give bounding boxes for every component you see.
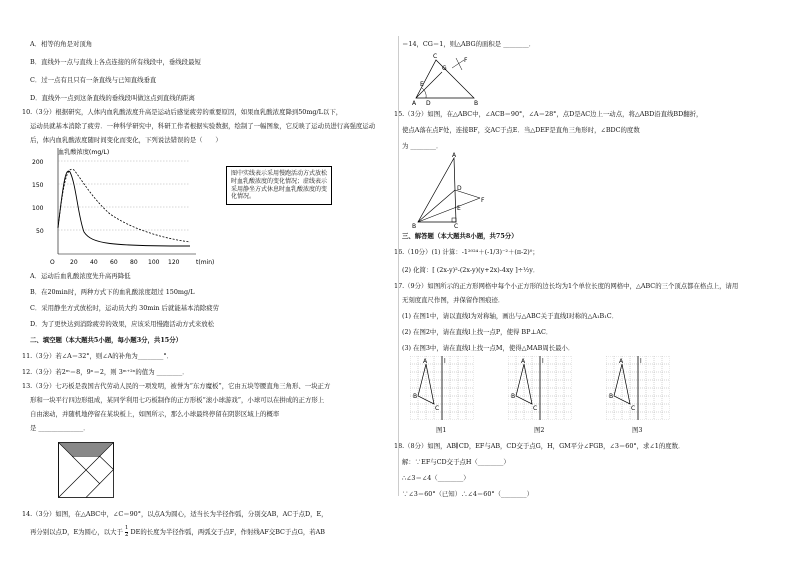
- q14-label-d: D: [426, 100, 431, 106]
- q18-step2: ∴∠3＝∠4（________）: [402, 474, 470, 482]
- q10-option-d: D．为了更快达到消除疲劳的效果，应该采用慢跑活动方式来放松: [30, 320, 215, 328]
- q15-label-f: F: [481, 197, 485, 204]
- grid-label: l: [542, 358, 544, 365]
- q10-line1: 10.（3分）根据研究，人体内血乳酸浓度升高是运动后感觉疲劳的重要原因，如果血乳酸浓度降到50mg/L以下，: [22, 108, 343, 116]
- q10-solid-curve: [58, 171, 190, 246]
- q10-option-b: B．在20min时，两种方式下的血乳酸浓度超过 150mg/L: [30, 288, 195, 296]
- q14-label-e: E: [420, 81, 424, 88]
- q10-ytick-100: 100: [32, 205, 44, 212]
- q16-line1: 16.（10分）(1) 计算：-1²⁰²⁴＋(-1/3)⁻²＋(π-2)⁰；: [394, 248, 539, 256]
- q14-line2b: DE的长度为半径作弧，两弧交于点F，作射线AF交BC于点G，若AB: [130, 528, 325, 537]
- q14-label-b: B: [474, 100, 479, 106]
- q10-xtick-60: 60: [110, 259, 118, 266]
- q10-gridlines: [58, 161, 190, 230]
- q10-ytick-50: 50: [36, 228, 44, 235]
- q14-line1: 14.（3分）如图，在△ABC中，∠C＝90°，以点A为圆心，适当长为半径作弧，分别交AB，AC于点D，E，: [22, 510, 328, 518]
- grid-label: C: [533, 405, 538, 412]
- q15-line1: 15.（3分）如图，在△ABC中，∠ACB＝90°，∠A＝28°，点D是AC边上一动点，将△ABD沿直线BD翻折，: [394, 110, 703, 118]
- grid-label: A: [619, 358, 624, 365]
- q12: 12.（3分）若2ᵐ＝8，9ⁿ＝2，则 3ᵐ⁺²ⁿ的值为 ________．: [22, 368, 189, 376]
- q15-label-a: A: [452, 152, 457, 159]
- q14-frac-den: 2: [124, 531, 129, 538]
- q13-line3: 自由滚动，并随机地停留在某块板上，如图所示，那么小球最终停留在阴影区域上的概率: [30, 410, 280, 418]
- q17-part3: (3) 在图3中，请在直线l上找一点M，使得△MAB周长最小．: [402, 344, 575, 352]
- q18-line1: 18.（8分）如图，AB∥CD，EF与AB，CD交于点G，H，GM平分∠FGB，∠3＝60°，求∠1的度数．: [394, 442, 685, 450]
- grid-label: B: [609, 393, 614, 400]
- q13-line4: 是 ______________．: [30, 424, 90, 432]
- q10-xtick-80: 80: [130, 259, 138, 266]
- grid-label: A: [423, 358, 428, 365]
- q17-line1: 17.（9分）如图所示的正方形网格中每个小正方形的边长均为1个单位长度的网格中，△ABC的三个顶点都在格点上，请用: [394, 282, 739, 290]
- section3-heading: 三、解答题（本大题共8小题，共75分）: [402, 232, 518, 240]
- grid-label: A: [521, 358, 526, 365]
- q17-grid-3: [606, 356, 670, 420]
- grid-label: C: [631, 405, 636, 412]
- q10-xtick-120: 120: [168, 259, 180, 266]
- q10-ytick-200: 200: [32, 159, 44, 166]
- q10-note-box: 图中实线表示采用慢跑活动方式放松时血乳酸浓度的变化情况；虚线表示采用静坐方式休息时血乳酸浓度的变化情况。: [226, 166, 332, 205]
- grid-label: B: [511, 393, 516, 400]
- q14-label-f: F: [464, 57, 468, 64]
- q10-xtick-100: 100: [148, 259, 160, 266]
- q9-option-c: C．过一点有且只有一条直线与已知直线垂直: [30, 76, 157, 84]
- q17-figure-2: [508, 356, 572, 422]
- q10-option-a: A．运动后血乳酸浓度先升高再降低: [30, 272, 131, 280]
- q16-line2: (2) 化简：[ (2x-y)²-(2x-y)(y+2x)-4xy ]÷½y．: [402, 266, 540, 274]
- q17-figure-3: [606, 356, 670, 422]
- q14-line2a: 再分别以点D，E为圆心，以大于: [30, 528, 123, 537]
- q10-xtick-40: 40: [90, 259, 98, 266]
- column-divider: [398, 36, 399, 496]
- q9-option-a: A．相等的角是对顶角: [30, 40, 93, 48]
- q18-step3: ∵∠3＝60°（已知）∴∠4＝60°（________）: [402, 490, 533, 498]
- q10-ytick-150: 150: [32, 182, 44, 189]
- q17-grid-2: [508, 356, 572, 420]
- q14-line2: [30, 526, 325, 538]
- q14-arc-mark: [452, 60, 464, 68]
- q15-figure: [410, 152, 490, 228]
- q11: 11.（3分）若∠A＝32°，则∠A的补角为________°．: [22, 352, 173, 360]
- q17-caption-1: 图1: [436, 426, 447, 434]
- q14-label-a: A: [412, 100, 417, 106]
- q10-chart: [30, 146, 230, 270]
- grid-label: C: [435, 405, 440, 412]
- q14-arc-mark: [456, 58, 462, 70]
- q13-line1: 13.（3分）七巧板是我国古代劳动人民的一项发明，被誉为“东方魔板”，它由五块等腰直角三角形、一块正方: [22, 382, 331, 390]
- q17-grid-1: [410, 356, 474, 420]
- q10-line2: 运动员就基本消除了疲劳．一种科学研究中，科研工作者根据实验数据，绘制了一幅图象，它反映了运动员进行高强度运动: [30, 122, 376, 130]
- q17-part1: (1) 在图1中，请以直线l为对称轴，画出与△ABC关于直线l对称的△A₁B₁C．: [402, 312, 619, 320]
- q9-option-d: D．直线外一点到这条直线的垂线段叫做这点到直线的距离: [30, 94, 195, 102]
- q17-caption-3: 图3: [632, 426, 643, 434]
- q14-figure: [412, 50, 492, 106]
- q10-xtick-20: 20: [70, 259, 78, 266]
- q9-option-b: B．直线外一点与直线上各点连接的所有线段中，垂线段最短: [30, 58, 201, 66]
- q15-line3: 为 ________．: [402, 142, 443, 150]
- q17-figure-1: [410, 356, 474, 422]
- q17-part2: (2) 在图2中，请在直线l上找一点P，使得 BP⊥AC．: [402, 328, 553, 336]
- q14-fraction: [125, 526, 129, 538]
- q18-solution: 解：∵EF与CD交于点H（________）: [402, 458, 510, 466]
- q10-chart-title: 血乳酸浓度(mg/L): [58, 149, 110, 156]
- q13-tangram-figure: [58, 442, 114, 498]
- q14-frac-num: 1: [124, 525, 129, 531]
- section2-heading: 二、填空题（本大题共5小题，每小题3分，共15分）: [30, 336, 182, 344]
- q14-label-g: G: [442, 65, 447, 72]
- q17-line2: 无刻度直尺作图，并保留作图痕迹．: [402, 296, 505, 304]
- q14-label-c: C: [433, 53, 438, 60]
- q15-label-b: B: [412, 223, 417, 228]
- q15-label-c: C: [454, 223, 459, 228]
- q10-xtick-0: O: [50, 259, 55, 266]
- q15-right-angle: [452, 218, 456, 222]
- q10-option-c: C．采用静坐方式放松时，运动员大约 30min 后就能基本消除疲劳: [30, 304, 220, 312]
- q15-bf: [418, 198, 480, 222]
- grid-label: B: [413, 393, 418, 400]
- q17-caption-2: 图2: [534, 426, 545, 434]
- q14-cont: ＝14，CG＝1，则△ABG的面积是 ________．: [402, 40, 536, 48]
- grid-label: l: [640, 358, 642, 365]
- q15-label-d: D: [457, 185, 462, 192]
- grid-label: l: [444, 358, 446, 365]
- q15-label-e: E: [457, 205, 461, 212]
- q10-line3: 后，体内血乳酸浓度随时间变化而变化，下列说法错误的是（ ）: [30, 136, 222, 144]
- q15-bd: [418, 190, 455, 222]
- q15-triangle: [418, 158, 456, 222]
- q15-line2: 使点A落在点F处，连接BF，交AC于点E．当△DEF是直角三角形时，∠BDC的度数: [402, 126, 640, 134]
- q10-x-unit: t(min): [196, 259, 215, 266]
- q13-line2: 形和一块平行四边形组成，某同学利用七巧板制作的正方形板“滚小球游戏”，小球可以在拼成的正方形上: [30, 396, 325, 404]
